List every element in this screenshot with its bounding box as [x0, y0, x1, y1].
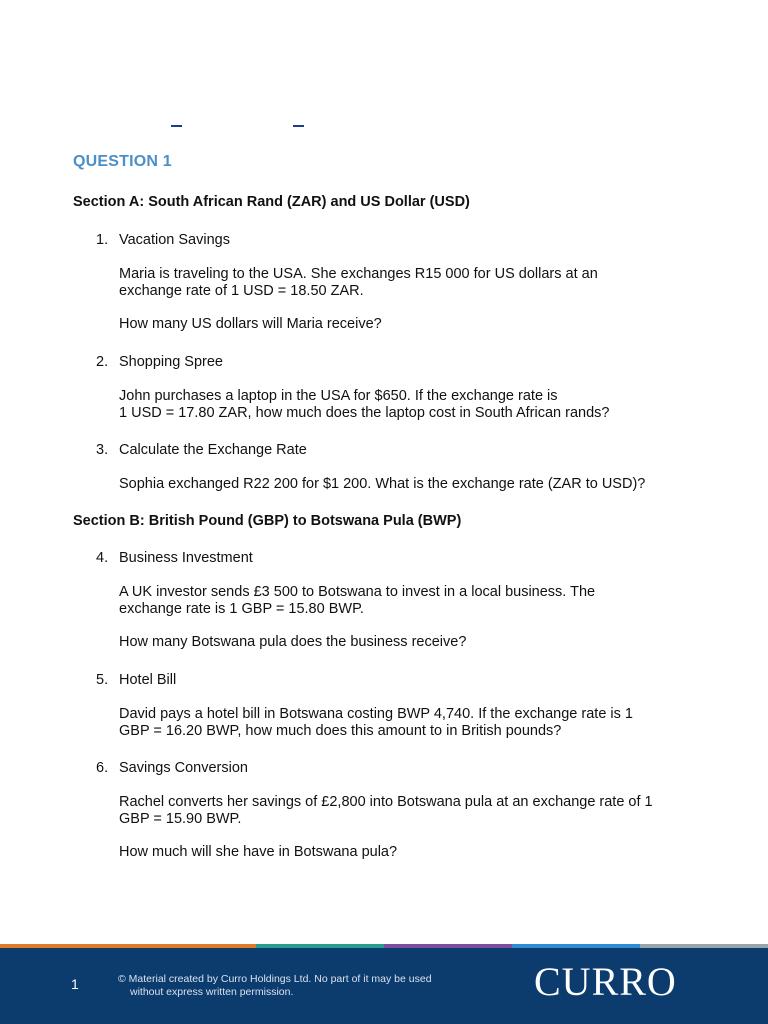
item-6-description [119, 794, 709, 828]
stripe-segment [640, 944, 768, 948]
page-footer [0, 944, 768, 1024]
item-2-description-line1: John purchases a laptop in the USA for $650. If the exchange rate is [119, 388, 558, 404]
stripe-segment [128, 944, 256, 948]
item-1-description-line2: exchange rate of 1 USD = 18.50 ZAR. [119, 283, 364, 299]
copyright-line1: © Material created by Curro Holdings Ltd. No part of it may be used [118, 973, 432, 985]
item-2-title: Shopping Spree [119, 354, 223, 370]
item-4-question: How many Botswana pula does the business receive? [119, 634, 467, 650]
item-1-description-line1: Maria is traveling to the USA. She exchanges R15 000 for US dollars at an [119, 266, 598, 282]
item-5-number: 5. [96, 672, 109, 688]
item-1-question: How many US dollars will Maria receive? [119, 316, 382, 332]
question-title: QUESTION 1 [73, 153, 172, 170]
item-5-description [119, 706, 709, 740]
item-1-title: Vacation Savings [119, 232, 230, 248]
item-5-description-line2: GBP = 16.20 BWP, how much does this amount to in British pounds? [119, 723, 562, 739]
header-dash-right [293, 125, 304, 127]
section-a-title: Section A: South African Rand (ZAR) and US Dollar (USD) [73, 194, 470, 210]
item-2-number: 2. [96, 354, 109, 370]
item-6-description-line1: Rachel converts her savings of £2,800 into Botswana pula at an exchange rate of 1 [119, 794, 653, 810]
item-6-number: 6. [96, 760, 109, 776]
item-6-description-line2: GBP = 15.90 BWP. [119, 811, 242, 827]
page-number: 1 [71, 976, 79, 992]
stripe-segment [0, 944, 128, 948]
item-5-description-line1: David pays a hotel bill in Botswana costing BWP 4,740. If the exchange rate is 1 [119, 706, 633, 722]
footer-color-stripe [0, 944, 768, 948]
item-4-number: 4. [96, 550, 109, 566]
header-dash-left [171, 125, 182, 127]
item-2-description [119, 388, 709, 422]
item-4-description-line1: A UK investor sends £3 500 to Botswana to invest in a local business. The [119, 584, 596, 600]
item-3-number: 3. [96, 442, 109, 458]
item-6-question: How much will she have in Botswana pula? [119, 844, 398, 860]
item-6-title: Savings Conversion [119, 760, 248, 776]
item-1-number: 1. [96, 232, 109, 248]
section-b-title: Section B: British Pound (GBP) to Botswana Pula (BWP) [73, 513, 462, 529]
stripe-segment [384, 944, 512, 948]
item-4-description-line2: exchange rate is 1 GBP = 15.80 BWP. [119, 601, 364, 617]
item-2-description-line2: 1 USD = 17.80 ZAR, how much does the laptop cost in South African rands? [119, 405, 610, 421]
item-4-title: Business Investment [119, 550, 253, 566]
stripe-segment [512, 944, 640, 948]
copyright-notice [118, 973, 498, 999]
item-5-title: Hotel Bill [119, 672, 177, 688]
item-3-title: Calculate the Exchange Rate [119, 442, 307, 458]
curro-logo: CURRO [534, 959, 677, 1004]
stripe-segment [256, 944, 384, 948]
item-4-description [119, 584, 709, 618]
copyright-line2: without express written permission. [130, 986, 294, 998]
item-1-description [119, 266, 709, 300]
item-3-question: Sophia exchanged R22 200 for $1 200. What is the exchange rate (ZAR to USD)? [119, 476, 646, 492]
